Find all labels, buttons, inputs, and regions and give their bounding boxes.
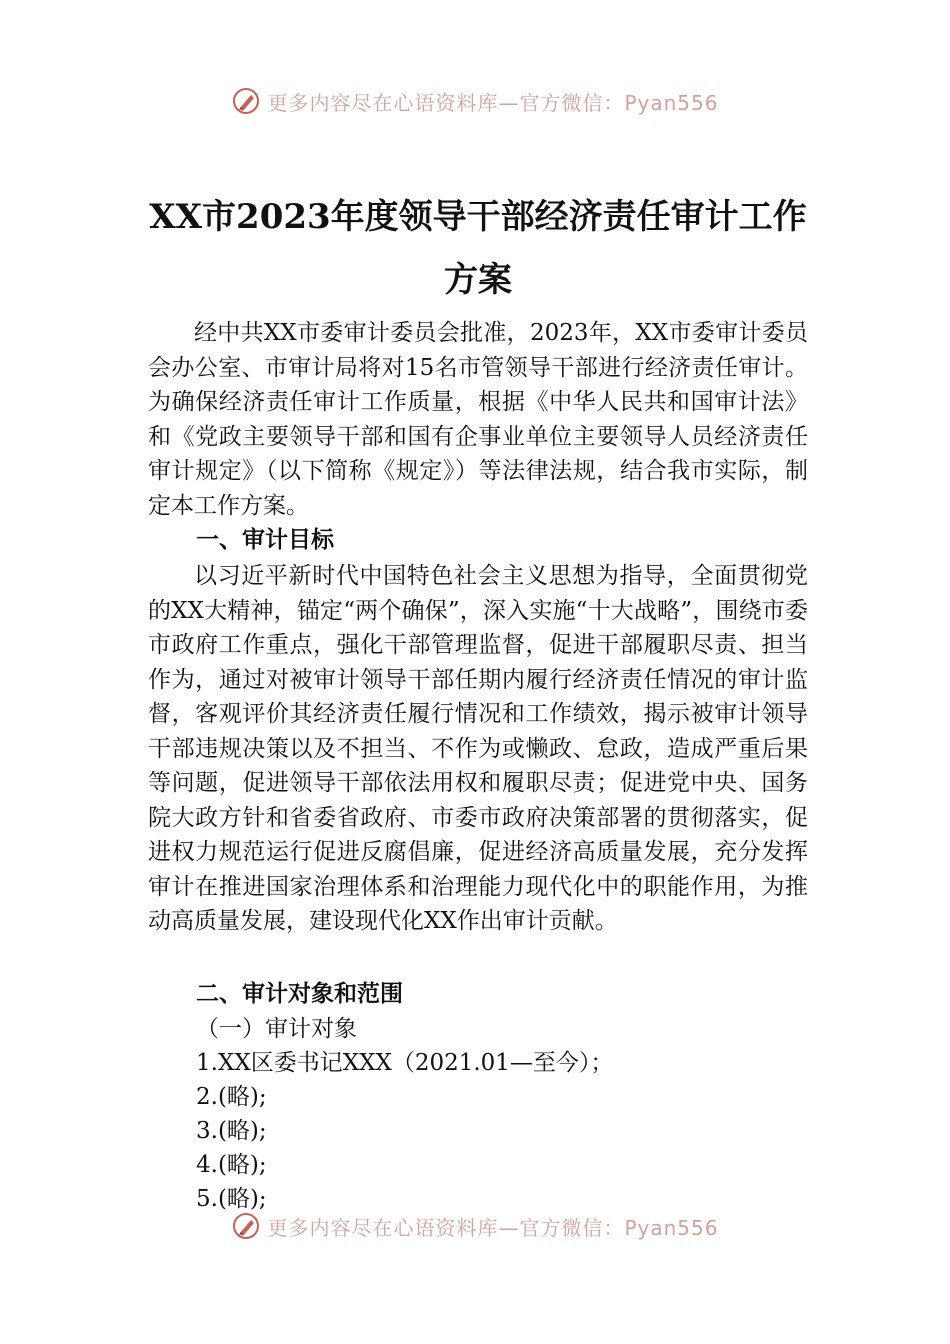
list-item: 4.(略); bbox=[196, 1152, 267, 1178]
footer-banner bbox=[0, 1211, 950, 1241]
section-heading-scope: 二、审计对象和范围 bbox=[196, 981, 403, 1007]
intro-paragraph: 经中共XX市委审计委员会批准，2023年，XX市委审计委员会办公室、市审计局将对15名市管领导干部进行经济责任审计。为确保经济责任审计工作质量，根据《中华人民共和国审计法》和《党政主要领导干部和国有企事业单位主要领导人员经济责任审计规定》（以下简称《规定》）等法律法规，结合我市实际，制定本工作方案。 bbox=[148, 320, 808, 519]
header-banner bbox=[0, 86, 950, 116]
list-item: 3.(略); bbox=[196, 1118, 267, 1144]
banner-text: 更多内容尽在心语资料库—官方微信：Pyan556 bbox=[267, 1215, 719, 1240]
list-item: 1.XX区委书记XXX（2021.01—至今）； bbox=[196, 1050, 614, 1076]
page-title: XX市2023年度领导干部经济责任审计工作方案 bbox=[149, 197, 807, 300]
list-item: 5.(略); bbox=[196, 1186, 267, 1212]
banner-text: 更多内容尽在心语资料库—官方微信：Pyan556 bbox=[267, 90, 719, 115]
pen-logo-icon bbox=[231, 86, 261, 116]
goals-paragraph: 以习近平新时代中国特色社会主义思想为指导，全面贯彻党的XX大精神，锚定“两个确保”，深入实施“十大战略”，围绕市委市政府工作重点，强化干部管理监督，促进干部履职尽责、担当作为，通过对被审计领导干部任期内履行经济责任情况的审计监督，客观评价其经济责任履行情况和工作绩效，揭示被审计领导干部违规决策以及不担当、不作为或懒政、怠政，造成严重后果等问题，促进领导干部依法用权和履职尽责；促进党中央、国务院大政方针和省委省政府、市委市政府决策部署的贯彻落实，促进权力规范运行促进反腐倡廉，促进经济高质量发展，充分发挥审计在推进国家治理体系和治理能力现代化中的职能作用，为推动高质量发展，建设现代化XX作出审计贡献。 bbox=[148, 563, 808, 934]
section-heading-goals: 一、审计目标 bbox=[196, 527, 334, 553]
pen-logo-icon bbox=[231, 1211, 261, 1241]
list-item: 2.(略); bbox=[196, 1084, 267, 1110]
subheading-audit-objects: （一）审计对象 bbox=[196, 1016, 357, 1042]
